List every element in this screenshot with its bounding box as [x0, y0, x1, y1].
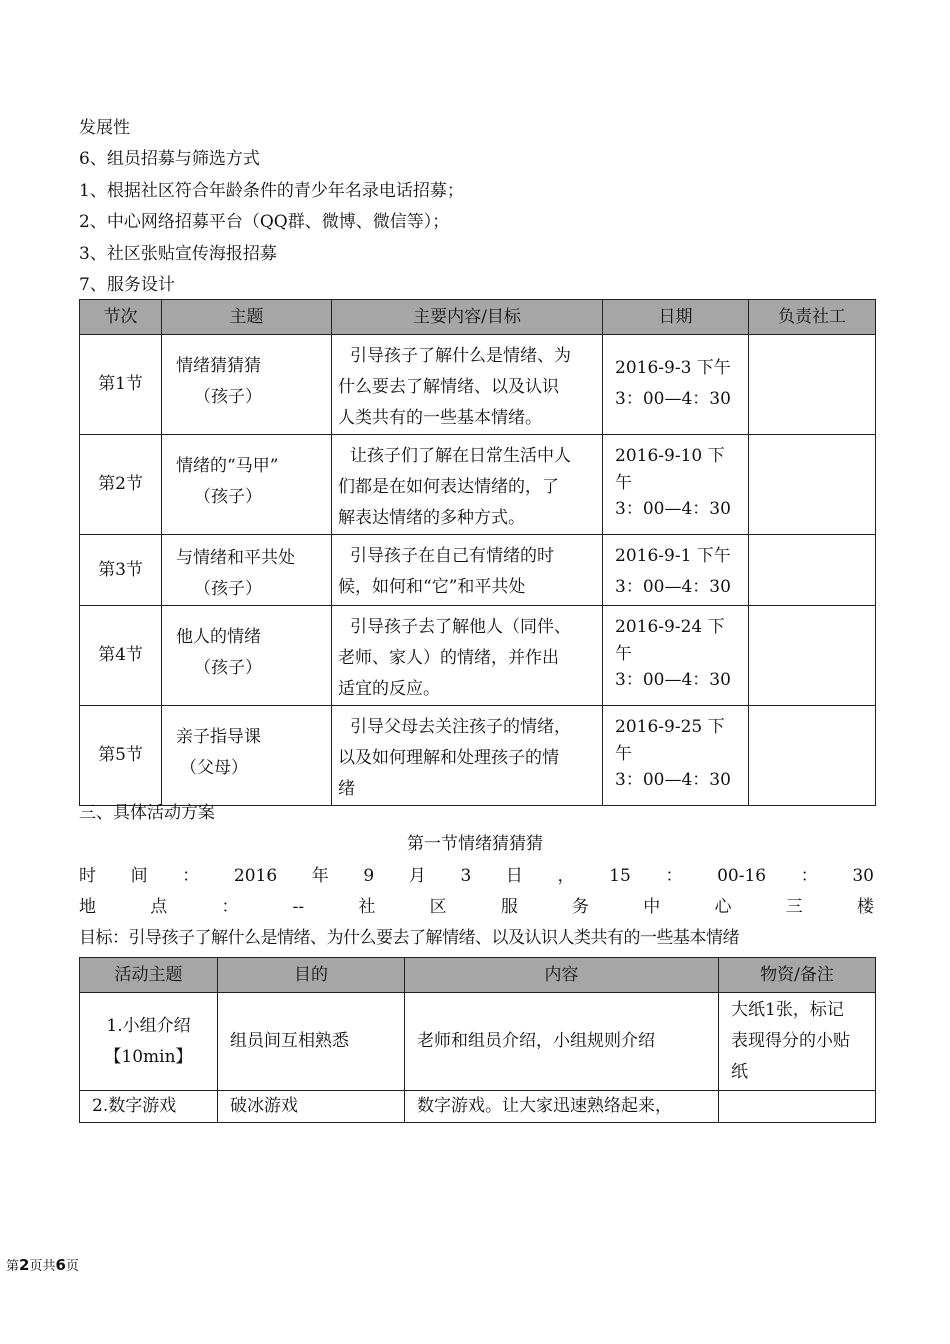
purpose-cell: 破冰游戏: [218, 1091, 405, 1123]
time-token: 月: [408, 866, 426, 886]
place-token: 地: [79, 897, 96, 917]
time-token: 时: [79, 866, 96, 886]
footer-total-pages: 6: [55, 1256, 66, 1274]
notes-line: 大纸1张，标记: [731, 1000, 844, 1020]
content-line: 们都是在如何表达情绪的，了: [338, 477, 559, 497]
session-cell: 第1节: [80, 335, 162, 435]
content-cell: [332, 435, 603, 535]
date-line: 午: [615, 644, 632, 664]
table-header-row: [80, 300, 876, 335]
date-line: 3：00—4：30: [615, 770, 731, 790]
header-theme: 活动主题: [80, 958, 218, 993]
place-token: 服: [500, 897, 518, 917]
notes-cell: [719, 993, 876, 1091]
place-token: 楼: [856, 897, 874, 917]
content-cell: 数字游戏。让大家迅速熟络起来，: [405, 1091, 719, 1123]
time-token: 9: [363, 866, 375, 886]
date-line: 3：00—4：30: [615, 499, 731, 519]
date-line: 午: [615, 473, 632, 493]
date-line: 2016-9-25 下: [615, 717, 725, 737]
time-token: ：: [800, 866, 818, 886]
time-line: [79, 865, 874, 887]
header-notes: 物资/备注: [719, 958, 876, 993]
time-token: 日: [505, 866, 523, 886]
place-token: 务: [572, 897, 590, 917]
worker-cell: [749, 706, 876, 806]
header-session: 节次: [80, 300, 162, 335]
page-footer: [6, 1255, 79, 1274]
content-line: 引导父母去关注孩子的情绪，: [350, 717, 571, 737]
footer-suffix: 页: [65, 1259, 79, 1274]
goal-line: 目标：引导孩子了解什么是情绪、为什么要去了解情绪、以及认识人类共有的一些基本情绪: [79, 928, 739, 948]
footer-middle: 页共: [29, 1259, 56, 1274]
topic-cell: [162, 706, 332, 806]
content-line: 引导孩子在自己有情绪的时: [350, 546, 554, 566]
table-row: [80, 335, 876, 435]
session-cell: 第2节: [80, 435, 162, 535]
topic-text: 与情绪和平共处: [176, 548, 295, 568]
header-date: 日期: [603, 300, 749, 335]
notes-line: 纸: [731, 1062, 748, 1082]
worker-cell: [749, 435, 876, 535]
time-token: 3: [460, 866, 472, 886]
intro-line: 发展性: [79, 118, 130, 138]
theme-cell: 2.数字游戏: [80, 1091, 218, 1123]
worker-cell: [749, 606, 876, 706]
audience-text: （孩子）: [194, 387, 262, 407]
theme-cell: [80, 993, 218, 1091]
date-line: 3：00—4：30: [615, 670, 731, 690]
place-line: [79, 896, 874, 918]
content-line: 让孩子们了解在日常生活中人: [350, 446, 571, 466]
content-line: 适宜的反应。: [338, 679, 440, 699]
date-line: 午: [615, 744, 632, 764]
intro-line: 7、服务设计: [79, 275, 175, 295]
place-token: 区: [429, 897, 447, 917]
date-line: 3：00—4：30: [615, 389, 731, 409]
topic-cell: [162, 606, 332, 706]
time-token: 间: [130, 866, 148, 886]
content-cell: [332, 335, 603, 435]
audience-text: （父母）: [180, 758, 248, 778]
intro-line: 1、根据社区符合年龄条件的青少年名录电话招募；: [79, 181, 464, 201]
header-content: 内容: [405, 958, 719, 993]
session-cell: 第4节: [80, 606, 162, 706]
session-cell: 第3节: [80, 535, 162, 606]
date-line: 2016-9-1 下午: [615, 546, 731, 566]
topic-text: 情绪猜猜猜: [176, 356, 261, 376]
content-line: 引导孩子去了解他人（同伴、: [350, 617, 571, 637]
header-content: 主要内容/目标: [332, 300, 603, 335]
section-heading: 三、具体活动方案: [79, 803, 215, 823]
header-purpose: 目的: [218, 958, 405, 993]
topic-text: 情绪的“马甲”: [176, 456, 279, 476]
table-row: [80, 993, 876, 1091]
date-cell: [603, 706, 749, 806]
content-line: 老师、家人）的情绪，并作出: [338, 648, 559, 668]
session-cell: 第5节: [80, 706, 162, 806]
header-worker: 负责社工: [749, 300, 876, 335]
service-design-table: [79, 299, 876, 806]
notes-line: 表现得分的小贴: [731, 1031, 850, 1051]
date-line: 2016-9-10 下: [615, 446, 725, 466]
purpose-cell: 组员间互相熟悉: [218, 993, 405, 1091]
table-row: [80, 606, 876, 706]
time-token: 30: [852, 866, 874, 886]
time-token: ，: [557, 866, 575, 886]
footer-prefix: 第: [6, 1259, 20, 1274]
time-token: 年: [311, 866, 329, 886]
header-topic: 主题: [162, 300, 332, 335]
table-row: [80, 535, 876, 606]
date-cell: [603, 435, 749, 535]
intro-line: 2、中心网络招募平台（QQ群、微博、微信等）；: [79, 212, 450, 232]
content-line: 绪: [338, 779, 355, 799]
time-token: ：: [182, 866, 200, 886]
content-line: 候，如何和“它”和平共处: [338, 577, 526, 597]
topic-cell: [162, 535, 332, 606]
content-cell: [332, 706, 603, 806]
date-line: 2016-9-3 下午: [615, 358, 731, 378]
content-line: 人类共有的一些基本情绪。: [338, 408, 542, 428]
theme-line: 【10min】: [104, 1046, 193, 1067]
place-token: 社: [358, 897, 376, 917]
content-line: 什么要去了解情绪、以及认识: [338, 377, 559, 397]
plan-title: 第一节情绪猜猜猜: [407, 834, 543, 854]
place-token: 心: [714, 897, 732, 917]
time-token: 00-16: [717, 866, 767, 886]
notes-cell: [719, 1091, 876, 1123]
audience-text: （孩子）: [194, 579, 262, 599]
date-line: 2016-9-24 下: [615, 617, 725, 637]
worker-cell: [749, 535, 876, 606]
content-cell: [332, 606, 603, 706]
topic-text: 他人的情绪: [176, 627, 261, 647]
content-line: 以及如何理解和处理孩子的情: [338, 748, 559, 768]
place-token: 中: [643, 897, 661, 917]
intro-line: 3、社区张贴宣传海报招募: [79, 244, 277, 264]
content-cell: [332, 535, 603, 606]
topic-cell: [162, 335, 332, 435]
footer-page-number: 2: [19, 1256, 30, 1274]
table-row: [80, 435, 876, 535]
date-cell: [603, 335, 749, 435]
content-cell: 老师和组员介绍，小组规则介绍: [405, 993, 719, 1091]
date-cell: [603, 606, 749, 706]
time-token: 2016: [233, 866, 278, 886]
place-token: 三: [785, 897, 803, 917]
date-line: 3：00—4：30: [615, 577, 731, 597]
worker-cell: [749, 335, 876, 435]
time-token: ：: [665, 866, 683, 886]
table-header-row: [80, 958, 876, 993]
place-token: --: [292, 897, 305, 917]
date-cell: [603, 535, 749, 606]
topic-cell: [162, 435, 332, 535]
topic-text: 亲子指导课: [176, 727, 261, 747]
table-row: [80, 1091, 876, 1123]
audience-text: （孩子）: [194, 487, 262, 507]
intro-line: 6、组员招募与筛选方式: [79, 149, 260, 169]
place-token: 点: [150, 897, 168, 917]
place-token: ：: [221, 897, 239, 917]
theme-line: 1.小组介绍: [106, 1015, 191, 1036]
content-line: 引导孩子了解什么是情绪、为: [350, 346, 571, 366]
content-line: 解表达情绪的多种方式。: [338, 508, 525, 528]
table-row: [80, 706, 876, 806]
activity-table: [79, 957, 876, 1123]
time-token: 15: [609, 866, 631, 886]
audience-text: （孩子）: [194, 658, 262, 678]
